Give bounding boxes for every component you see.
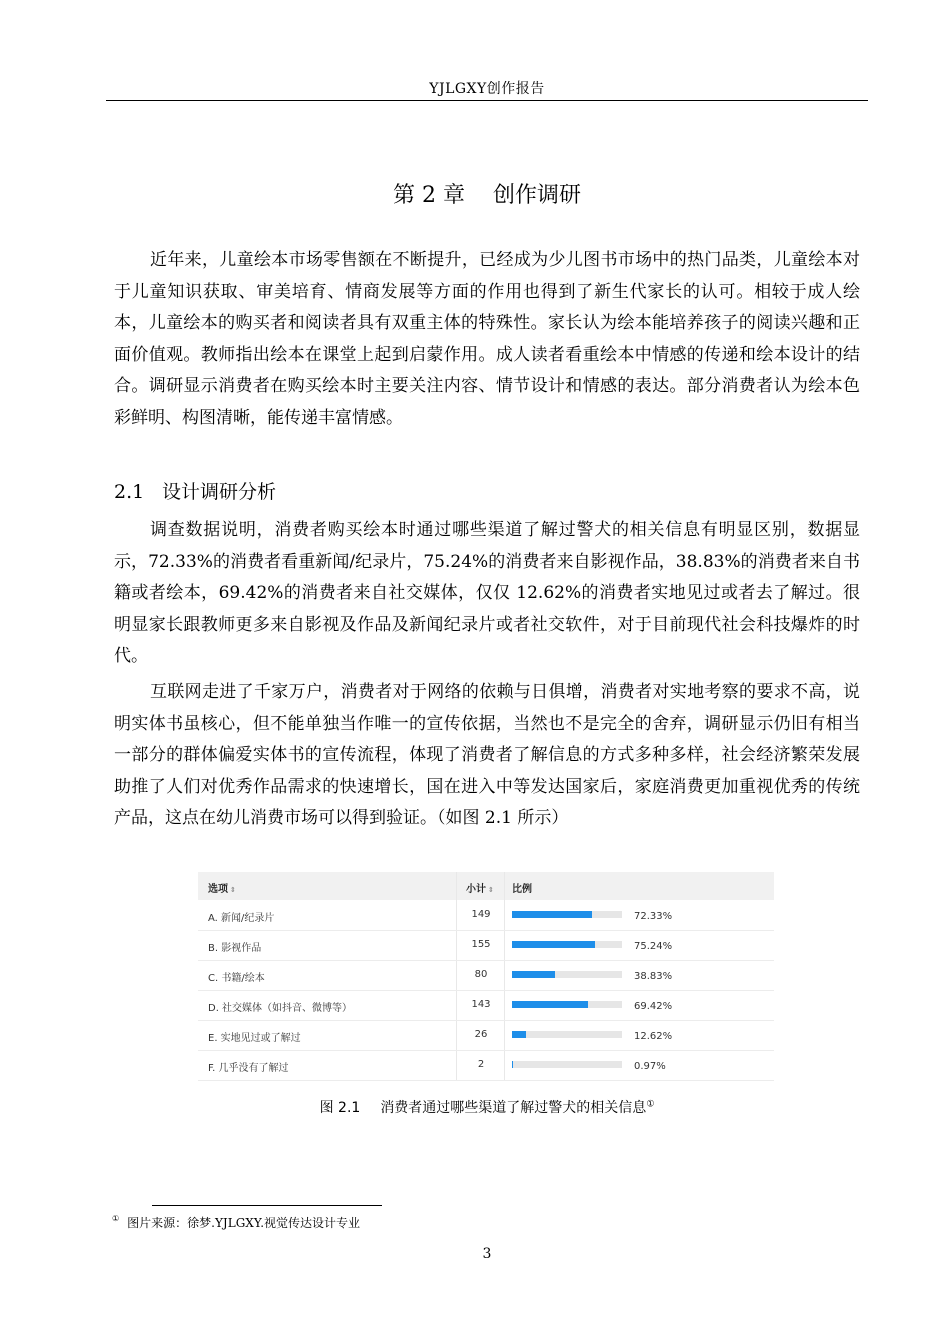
row-percent: 38.83% <box>634 971 673 982</box>
row-percent: 0.97% <box>634 1061 666 1072</box>
row-percent: 12.62% <box>634 1031 673 1042</box>
ratio-bar-track <box>512 941 622 948</box>
footnote <box>112 1214 360 1231</box>
intro-paragraph: 近年来，儿童绘本市场零售额在不断提升，已经成为少儿图书市场中的热门品类，儿童绘本对于儿童知识获取、审美培育、情商发展等方面的作用也得到了新生代家长的认可。相较于成人绘本，儿童绘本的购买者和阅读者具有双重主体的特殊性。家长认为绘本能培养孩子的阅读兴趣和正面价值观。教师指出绘本在课堂上起到启蒙作用。成人读者看重绘本中情感的传递和绘本设计的结合。调研显示消费者在购买绘本时主要关注内容、情节设计和情感的表达。部分消费者认为绘本色彩鲜明、构图清晰，能传递丰富情感。 <box>114 250 860 428</box>
ratio-bar-fill <box>512 1001 588 1008</box>
row-count: 26 <box>474 1029 488 1040</box>
row-count: 80 <box>474 969 488 980</box>
ratio-bar-track <box>512 971 622 978</box>
page-header: YJLGXY创作报告 <box>429 81 545 97</box>
ratio-bar-fill <box>512 911 592 918</box>
body-paragraph-1: 调查数据说明，消费者购买绘本时通过哪些渠道了解过警犬的相关信息有明显区别，数据显示，72.33%的消费者看重新闻/纪录片，75.24%的消费者来自影视作品，38.83%的消费者来自书籍或者绘本，69.42%的消费者来自社交媒体，仅仅 12.62%的消费者实地见过或者去了解过。很明显家长跟教师更多来自影视及作品及新闻纪录片或者社交软件，对于目前现代社会科技爆炸的时代。 <box>114 520 860 666</box>
row-percent: 72.33% <box>634 911 673 922</box>
page-number: 3 <box>482 1246 492 1262</box>
ratio-bar-fill <box>512 1061 513 1068</box>
ratio-bar-fill <box>512 1031 526 1038</box>
chapter-title <box>106 178 868 209</box>
row-percent: 69.42% <box>634 1001 673 1012</box>
table-row <box>198 1020 774 1051</box>
table-row <box>198 930 774 961</box>
table-row <box>198 990 774 1021</box>
header-option: 选项 ⇕ <box>208 884 236 895</box>
body-paragraph-2: 互联网走进了千家万户，消费者对于网络的依赖与日俱增，消费者对实地考察的要求不高，说明实体书虽核心，但不能单独当作唯一的宣传依据，当然也不是完全的舍弃，调研显示仍旧有相当一部分的群体偏爱实体书的宣传流程，体现了消费者了解信息的方式多种多样，社会经济繁荣发展助推了人们对优秀作品需求的快速增长，国在进入中等发达国家后，家庭消费更加重视优秀的传统产品，这点在幼儿消费市场可以得到验证。（如图 2.1 所示） <box>114 682 860 828</box>
row-count: 155 <box>471 939 491 950</box>
header-ratio: 比例 <box>512 884 532 895</box>
row-option: F. 几乎没有了解过 <box>208 1063 289 1074</box>
row-option: C. 书籍/绘本 <box>208 973 265 984</box>
ratio-bar-fill <box>512 941 595 948</box>
section-heading <box>114 477 276 504</box>
table-row <box>198 900 774 931</box>
section-number: 2.1 <box>114 481 145 503</box>
row-option: B. 影视作品 <box>208 943 262 954</box>
row-option: D. 社交媒体（如抖音、微博等） <box>208 1003 353 1014</box>
sort-arrows-icon: ⇕ <box>230 886 236 894</box>
row-count: 149 <box>471 909 491 920</box>
table-row <box>198 1050 774 1081</box>
figure-caption-text: 消费者通过哪些渠道了解过警犬的相关信息 <box>380 1100 647 1116</box>
header-count: 小计 ⇕ <box>466 884 494 895</box>
section-title: 设计调研分析 <box>162 481 277 503</box>
row-count: 2 <box>477 1059 485 1070</box>
chapter-number: 第 2 章 <box>393 183 465 208</box>
ratio-bar-track <box>512 1031 622 1038</box>
chapter-name: 创作调研 <box>492 183 581 208</box>
sort-arrows-icon: ⇕ <box>488 886 494 894</box>
row-count: 143 <box>471 999 491 1010</box>
footnote-rule <box>152 1205 382 1206</box>
row-option: E. 实地见过或了解过 <box>208 1033 301 1044</box>
figure-caption <box>106 1097 868 1117</box>
figure-header-row <box>198 872 774 900</box>
ratio-bar-track <box>512 911 622 918</box>
header-rule <box>106 100 868 101</box>
ratio-bar-fill <box>512 971 555 978</box>
figure-label: 图 2.1 <box>319 1100 361 1116</box>
row-option: A. 新闻/纪录片 <box>208 913 275 924</box>
footnote-mark: ① <box>112 1214 120 1223</box>
survey-figure <box>198 872 774 1080</box>
ratio-bar-track <box>512 1001 622 1008</box>
footnote-text: 图片来源：徐梦.YJLGXY.视觉传达设计专业 <box>127 1216 361 1230</box>
ratio-bar-track <box>512 1061 622 1068</box>
row-percent: 75.24% <box>634 941 673 952</box>
table-row <box>198 960 774 991</box>
footnote-ref: ① <box>646 1099 655 1110</box>
